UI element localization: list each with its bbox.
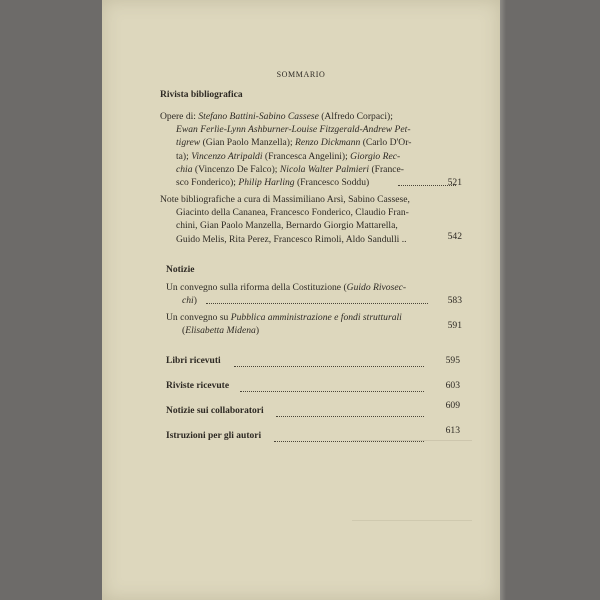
text-run: ) (193, 295, 197, 307)
note-line: chini, Gian Paolo Manzella, Bernardo Giorgio Mattarella, (176, 220, 398, 232)
page-number: 583 (447, 295, 462, 306)
opere-line (160, 123, 490, 136)
page-number: 609 (445, 400, 460, 411)
leader-dots (240, 391, 424, 392)
convegno2-line1 (166, 311, 476, 324)
text-run: ) (255, 325, 260, 337)
italic-text: Renzo Dickmann (295, 137, 361, 149)
text-run: ta); (176, 150, 192, 162)
italic-text: Nicola Walter Palmieri (279, 163, 370, 175)
text-run: ( (182, 325, 186, 337)
show-through-marks (352, 520, 472, 561)
section-heading-rivista: Rivista bibliografica (160, 90, 243, 100)
text-run: (Francesco Soddu) (294, 177, 370, 189)
text-run: (Francesca Angelini); (262, 150, 351, 162)
document-page (102, 0, 500, 600)
italic-text: chia (176, 163, 193, 175)
page-number: 521 (447, 177, 462, 188)
section-heading-notizie: Notizie (166, 265, 195, 275)
page-number: 595 (445, 355, 460, 366)
italic-text: Philip Harling (238, 177, 295, 189)
toc-entry-libri: Libri ricevuti (166, 356, 221, 366)
italic-text: Stefano Battini-Sabino Cassese (198, 111, 319, 122)
page-number: 542 (447, 231, 462, 242)
italic-text: Guido Rivosec- (346, 282, 407, 293)
italic-text: tigrew (176, 137, 201, 149)
note-line: Note bibliografiche a cura di Massimiliano Arsì, Sabino Cassese, (160, 194, 410, 205)
convegno2-line2 (166, 324, 476, 337)
book-edge (500, 0, 506, 600)
italic-text: Ewan Ferlie-Lynn Ashburner-Louise Fitzgerald-Andrew Pet- (176, 124, 411, 136)
text-run: Un convegno su (166, 312, 231, 323)
italic-text: Vincenzo Atripaldi (191, 150, 263, 162)
italic-text: chi (182, 295, 194, 307)
page-number: 603 (445, 380, 460, 391)
toc-entry-riviste: Riviste ricevute (166, 381, 230, 391)
toc-entry-convegno-fondi (166, 311, 476, 337)
leader-dots (234, 366, 424, 367)
convegno1-line1 (166, 281, 476, 294)
page-number: 591 (447, 320, 462, 331)
text-run: (Gian Paolo Manzella); (200, 137, 296, 149)
text-run: Un convegno sulla riforma della Costituzione ( (166, 282, 347, 293)
opere-line (160, 110, 490, 123)
toc-entry-collaboratori: Notizie sui collaboratori (166, 406, 264, 416)
convegno1-line2 (166, 294, 476, 307)
italic-text: Giorgio Rec- (350, 150, 401, 162)
opere-line (160, 136, 490, 149)
text-run: (Alfredo Corpaci); (318, 111, 393, 122)
note-line: Guido Melis, Rita Perez, Francesco Rimoli, Aldo Sandulli .. (176, 233, 407, 245)
leader-dots (206, 303, 428, 304)
opere-line (160, 163, 490, 176)
text-run: (France- (369, 163, 404, 175)
leader-dots (276, 416, 424, 417)
page-header: SOMMARIO (276, 70, 326, 79)
note-line: Giacinto della Cananea, Francesco Fonderico, Claudio Fran- (176, 207, 409, 219)
text-run: Opere di: (160, 111, 199, 122)
show-through-marks (352, 440, 472, 501)
italic-text: Elisabetta Midena (185, 325, 256, 337)
italic-text: Pubblica amministrazione e fondi strutturali (230, 312, 402, 323)
text-run: (Vincenzo De Falco); (192, 163, 280, 175)
page-number: 613 (445, 425, 460, 436)
opere-line (160, 150, 490, 163)
text-run: (Carlo D'Or- (360, 137, 412, 149)
text-run: sco Fonderico); (176, 177, 239, 189)
toc-entry-istruzioni: Istruzioni per gli autori (166, 431, 262, 441)
